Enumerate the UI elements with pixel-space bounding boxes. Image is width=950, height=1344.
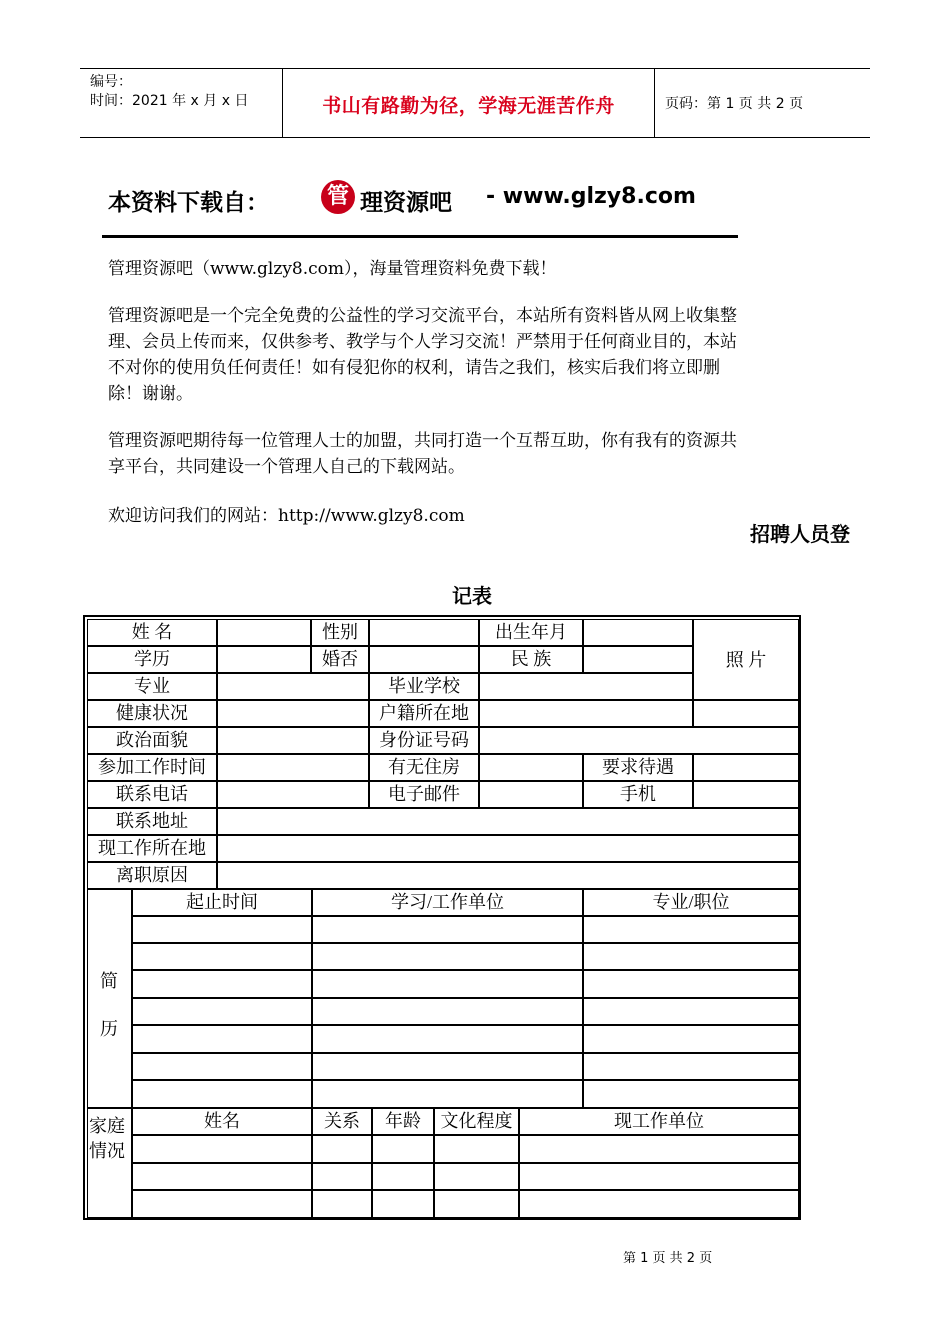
field-work-start[interactable] bbox=[217, 754, 369, 781]
family-header-relation: 关系 bbox=[312, 1108, 372, 1135]
family-cell[interactable] bbox=[132, 1190, 312, 1218]
intro-paragraph-2: 管理资源吧是一个完全免费的公益性的学习交流平台，本站所有资料皆从网上收集整理、会员上传而来，仅供参考、教学与个人学习交流！严禁用于任何商业目的，本站不对你的使用负任何责任！如有侵犯你的权利，请告之我们，核实后我们将立即删除！谢谢。 bbox=[108, 306, 737, 404]
banner-site-url: - www.glzy8.com bbox=[486, 184, 696, 209]
field-leave-reason[interactable] bbox=[217, 862, 799, 889]
family-cell[interactable] bbox=[312, 1135, 372, 1163]
field-education[interactable] bbox=[217, 646, 311, 673]
label-address: 联系地址 bbox=[87, 808, 217, 835]
resume-cell[interactable] bbox=[583, 1080, 799, 1108]
family-cell[interactable] bbox=[372, 1190, 434, 1218]
family-label-2: 情况 bbox=[89, 1141, 125, 1161]
family-cell[interactable] bbox=[312, 1190, 372, 1218]
family-cell[interactable] bbox=[132, 1163, 312, 1190]
label-email: 电子邮件 bbox=[369, 781, 479, 808]
page-footer: 第 1 页 共 2 页 bbox=[623, 1251, 713, 1266]
form-title-part-1: 招聘人员登 bbox=[750, 522, 850, 546]
header-motto-cell bbox=[283, 69, 655, 137]
label-gender: 性别 bbox=[311, 619, 369, 646]
motto: 书山有路勤为径，学海无涯苦作舟 bbox=[322, 95, 615, 117]
field-address[interactable] bbox=[217, 808, 799, 835]
label-school: 毕业学校 bbox=[369, 673, 479, 700]
resume-cell[interactable] bbox=[312, 1080, 583, 1108]
banner-divider bbox=[102, 235, 738, 238]
resume-cell[interactable] bbox=[583, 970, 799, 998]
field-email[interactable] bbox=[479, 781, 583, 808]
intro-paragraph-1: 管理资源吧（www.glzy8.com），海量管理资料免费下载！ bbox=[108, 259, 557, 279]
field-health[interactable] bbox=[217, 700, 369, 727]
banner-site-name: 理资源吧 bbox=[360, 190, 452, 216]
family-header-age: 年龄 bbox=[372, 1108, 434, 1135]
field-gender[interactable] bbox=[369, 619, 479, 646]
label-mobile: 手机 bbox=[583, 781, 693, 808]
intro-paragraph-3: 管理资源吧期待每一位管理人士的加盟，共同打造一个互帮互助，你有我有的资源共享平台，共同建设一个管理人自己的下载网站。 bbox=[108, 431, 737, 477]
field-ethnicity[interactable] bbox=[583, 646, 693, 673]
family-header-workplace: 现工作单位 bbox=[519, 1108, 799, 1135]
label-work-start: 参加工作时间 bbox=[87, 754, 217, 781]
resume-cell[interactable] bbox=[312, 1025, 583, 1053]
family-cell[interactable] bbox=[372, 1163, 434, 1190]
family-cell[interactable] bbox=[434, 1135, 519, 1163]
family-header-education: 文化程度 bbox=[434, 1108, 519, 1135]
label-hukou: 户籍所在地 bbox=[369, 700, 479, 727]
label-education: 学历 bbox=[87, 646, 217, 673]
field-current-work-location[interactable] bbox=[217, 835, 799, 862]
family-cell[interactable] bbox=[434, 1190, 519, 1218]
family-cell[interactable] bbox=[519, 1135, 799, 1163]
registration-form bbox=[83, 615, 801, 1220]
resume-cell[interactable] bbox=[583, 916, 799, 943]
family-header-name: 姓名 bbox=[132, 1108, 312, 1135]
resume-cell[interactable] bbox=[312, 943, 583, 970]
label-name: 姓 名 bbox=[87, 619, 217, 646]
field-hukou[interactable] bbox=[479, 700, 693, 727]
number-label: 编号： bbox=[90, 74, 132, 90]
field-housing[interactable] bbox=[479, 754, 583, 781]
resume-cell[interactable] bbox=[312, 970, 583, 998]
field-name[interactable] bbox=[217, 619, 311, 646]
photo-box[interactable]: 照 片 bbox=[693, 619, 799, 700]
resume-cell[interactable] bbox=[132, 1025, 312, 1053]
family-label-1: 家庭 bbox=[89, 1116, 125, 1136]
resume-cell[interactable] bbox=[583, 943, 799, 970]
label-leave-reason: 离职原因 bbox=[87, 862, 217, 889]
resume-cell[interactable] bbox=[132, 1080, 312, 1108]
label-health: 健康状况 bbox=[87, 700, 217, 727]
resume-cell[interactable] bbox=[312, 1053, 583, 1080]
label-current-work-location: 现工作所在地 bbox=[87, 835, 217, 862]
family-cell[interactable] bbox=[132, 1135, 312, 1163]
resume-cell[interactable] bbox=[132, 970, 312, 998]
label-salary: 要求待遇 bbox=[583, 754, 693, 781]
time-label: 时间：2021 年 x 月 x 日 bbox=[90, 93, 249, 109]
family-cell[interactable] bbox=[434, 1163, 519, 1190]
family-cell[interactable] bbox=[519, 1163, 799, 1190]
resume-cell[interactable] bbox=[312, 998, 583, 1025]
resume-cell[interactable] bbox=[583, 1053, 799, 1080]
field-marital[interactable] bbox=[369, 646, 479, 673]
resume-label-2: 历 bbox=[100, 1019, 118, 1039]
resume-cell[interactable] bbox=[583, 1025, 799, 1053]
resume-label-1: 简 bbox=[100, 971, 118, 991]
resume-cell[interactable] bbox=[132, 916, 312, 943]
resume-header-unit: 学习/工作单位 bbox=[312, 889, 583, 916]
resume-cell[interactable] bbox=[312, 916, 583, 943]
label-ethnicity: 民 族 bbox=[479, 646, 583, 673]
resume-header-position: 专业/职位 bbox=[583, 889, 799, 916]
label-birth: 出生年月 bbox=[479, 619, 583, 646]
header-page-cell bbox=[655, 69, 870, 137]
resume-cell[interactable] bbox=[132, 998, 312, 1025]
intro-paragraph-4: 欢迎访问我们的网站：http://www.glzy8.com bbox=[108, 506, 465, 526]
label-marital: 婚否 bbox=[311, 646, 369, 673]
page-header bbox=[80, 68, 870, 138]
label-political: 政治面貌 bbox=[87, 727, 217, 754]
form-title-part-2: 记表 bbox=[452, 584, 492, 608]
label-phone: 联系电话 bbox=[87, 781, 217, 808]
resume-cell[interactable] bbox=[132, 943, 312, 970]
label-id-number: 身份证号码 bbox=[369, 727, 479, 754]
family-cell[interactable] bbox=[519, 1190, 799, 1218]
download-banner bbox=[108, 176, 748, 226]
page-info: 页码：第 1 页 共 2 页 bbox=[665, 96, 804, 112]
field-salary[interactable] bbox=[693, 754, 799, 781]
field-major[interactable] bbox=[217, 673, 369, 700]
field-hukou-extra[interactable] bbox=[693, 700, 799, 727]
field-political[interactable] bbox=[217, 727, 369, 754]
resume-header-period: 起止时间 bbox=[132, 889, 312, 916]
field-mobile[interactable] bbox=[693, 781, 799, 808]
label-housing: 有无住房 bbox=[369, 754, 479, 781]
family-cell[interactable] bbox=[372, 1135, 434, 1163]
label-major: 专业 bbox=[87, 673, 217, 700]
family-cell[interactable] bbox=[312, 1163, 372, 1190]
header-meta bbox=[80, 69, 283, 137]
resume-label-cell bbox=[87, 889, 132, 1108]
field-phone[interactable] bbox=[217, 781, 369, 808]
banner-prefix: 本资料下载自： bbox=[108, 190, 269, 216]
resume-cell[interactable] bbox=[132, 1053, 312, 1080]
field-id-number[interactable] bbox=[479, 727, 799, 754]
field-birth[interactable] bbox=[583, 619, 693, 646]
field-school[interactable] bbox=[479, 673, 693, 700]
resume-cell[interactable] bbox=[583, 998, 799, 1025]
logo-icon: 管 bbox=[321, 180, 355, 214]
